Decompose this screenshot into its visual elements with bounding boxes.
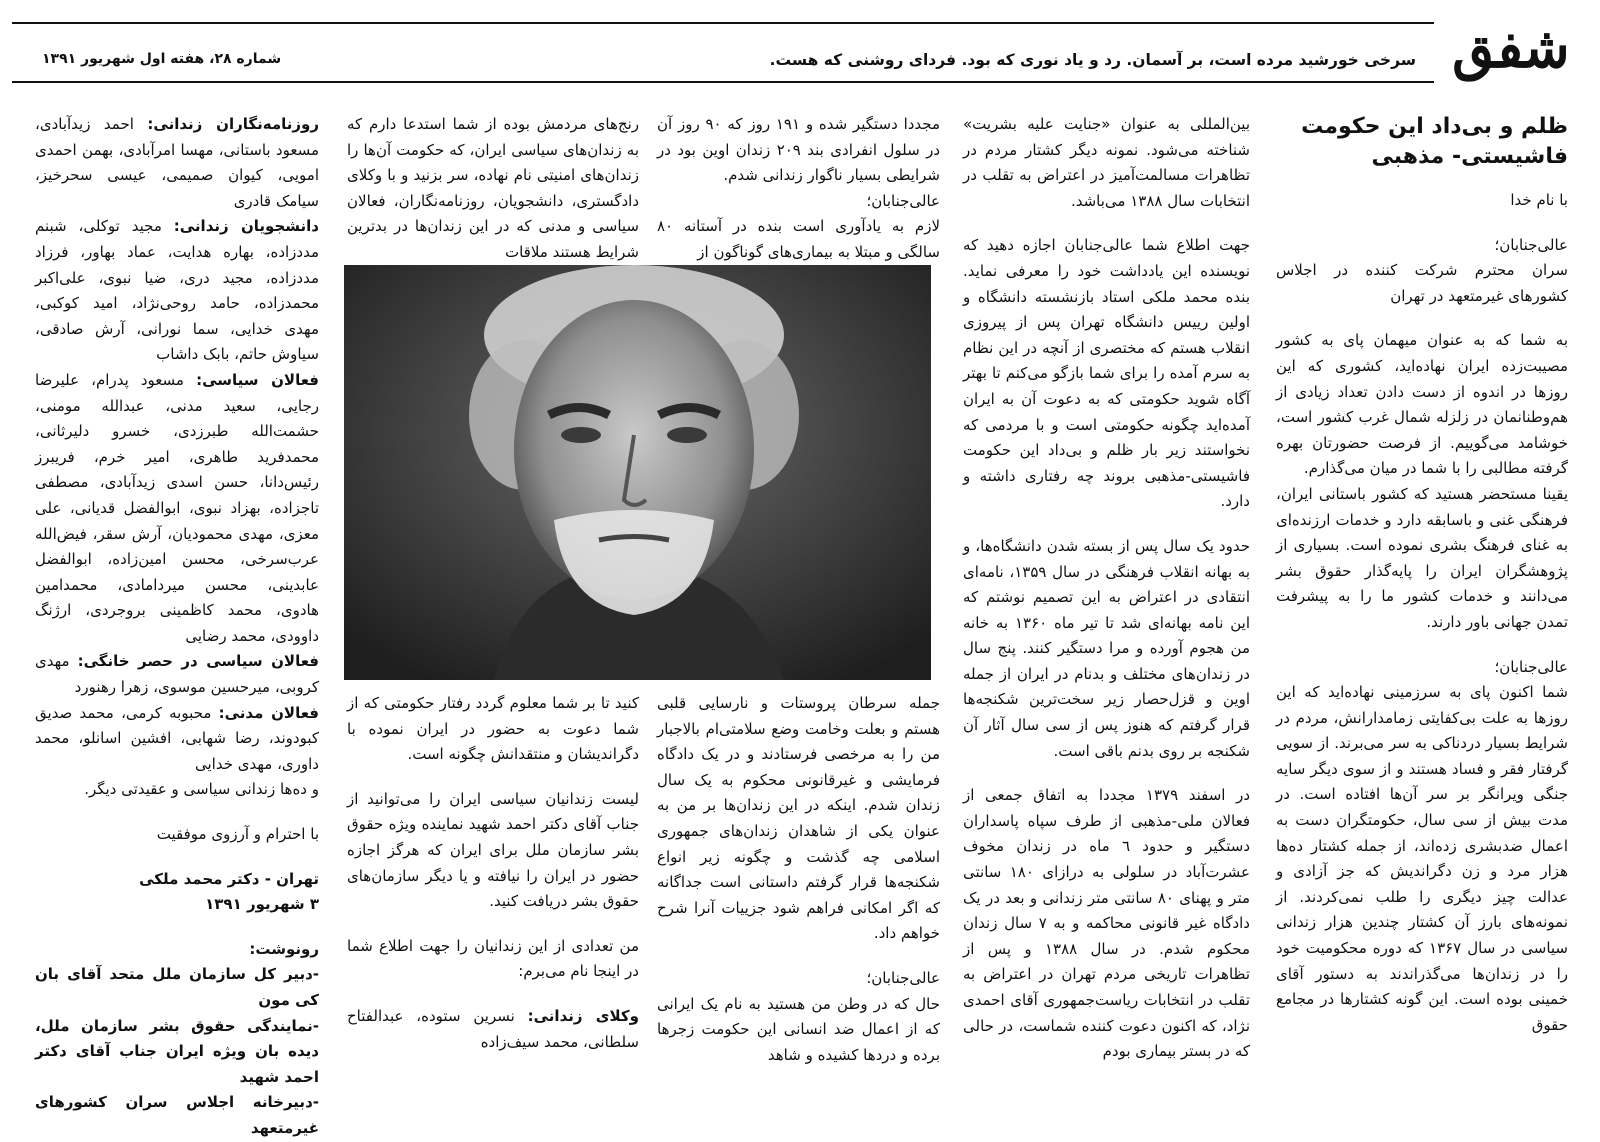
cc-item: -دبیرخانه اجلاس سران کشورهای غیرمتعهد <box>35 1093 319 1137</box>
group-label: فعالان سیاسی در حصر خانگی: <box>77 652 319 671</box>
salutation-dignitaries: عالی‌جنابان؛ <box>866 968 940 987</box>
masthead-top-rule <box>12 22 1588 24</box>
prisoner-group-house-arrest <box>35 649 319 700</box>
group-label: فعالان مدنی: <box>218 703 319 722</box>
cc-item: -دبیر کل سازمان ملل متحد آقای بان کی مون <box>35 965 319 1009</box>
group-label: روزنامه‌نگاران زندانی: <box>147 115 319 133</box>
paragraph: حال که در وطن من هستید به نام یک ایرانی که از اعمال ضد انسانی این حکومت زجرها برده و دردها کشیده و شاهد <box>657 994 940 1064</box>
signature-name: تهران - دکتر محمد ملکی <box>139 869 319 888</box>
paragraph: شما اکنون پای به سرزمینی نهاده‌اید که این روزها به علت بی‌کفایتی زمامدارانش، مردم در شرایط بسیار دردناکی به سر می‌برند. از سویی گرفتار فقر و فساد هستند و از سوی دیگر سایه جنگی ویرانگر بر سر آن‌ها افتاده است. در مدت بیش از سی سال، حکومتگران دست به اعمال ضدبشری زده‌اند، از جمله کشتار ده‌ها هزار مرد و زن دگراندیش که جز آزادی و عدالت چیز دیگری را طلب نمی‌کردند. از نمونه‌های بارز آن کشتار چندین هزار زندانی سیاسی در سال ۱۳۶۷ که دوره محکومیت خود را در زندان‌ها می‌گذراندند به دستور آقای خمینی بوده است. این گونه کشتارها در مجامع حقوق <box>1276 683 1568 1034</box>
article-column-5 <box>35 112 319 1142</box>
paragraph: لازم به یادآوری است بنده در آستانه ۸۰ سالگی و مبتلا به بیماری‌های گوناگون از <box>657 217 940 261</box>
paragraph: کنید تا بر شما معلوم گردد رفتار حکومتی که از شما دعوت به حضور در ایران نموده با دگراندیشان و منتقدانش چگونه است. <box>347 694 639 764</box>
paragraph: لیست زندانیان سیاسی ایران را می‌توانید از جناب آقای دکتر احمد شهید نماینده ویژه حقوق بشر سازمان ملل برای ایران که هرگز اجازه حضور در ایران را نیافته و یا دیگر سازمان‌های حقوق بشر دریافت کنید. <box>347 789 639 911</box>
paragraph: یقینا مستحضر هستید که کشور باستانی ایران، فرهنگی غنی و باسابقه دارد و خدمات ارزنده‌ای به غنای فرهنگ بشری نموده است. بسیاری از پژوهشگران ایران را پایه‌گذار حقوق بشر می‌دانند و خدمات کشور ما را به پیشرفت تمدن جهانی باور دارند. <box>1276 484 1568 631</box>
article-title-line-1: ظلم و بی‌داد این حکومت <box>1301 114 1568 139</box>
article-column-4-bottom <box>347 691 639 1055</box>
masthead-bottom-rule <box>12 81 1588 83</box>
article-title-line-2: فاشیستی- مذهبی <box>1371 144 1568 169</box>
group-names: مجید توکلی، شبنم مددزاده، بهاره هدایت، عماد بهاور، فرزاد مددزاده، مجید دری، ضیا نبوی، علی‌اکبر محمدزاده، حامد روحی‌نژاد، امید کوکبی، مهدی خدایی، سما نورانی، آرش صادقی، سیاوش حاتم، بابک داشاب <box>35 217 319 364</box>
masthead-tagline: سرخی خورشید مرده است، بر آسمان. رد و یاد نوری که بود. فردای روشنی که هست. <box>769 51 1416 69</box>
article-column-2 <box>963 112 1250 1065</box>
paragraph: بین‌المللی به عنوان «جنایت علیه بشریت» شناخته می‌شود. نمونه دیگر کشتار مردم در تظاهرات مسالمت‌آمیز در اعتراض به تقلب در انتخابات سال ۱۳۸۸ می‌باشد. <box>963 115 1250 210</box>
closing-line: با احترام و آرزوی موفقیت <box>156 825 319 844</box>
paragraph: به شما که به عنوان میهمان پای به کشور مصیبت‌زده ایران نهاده‌اید، کشوری که این روزها در اندوه از دست دادن تعداد زیادی از هم‌وطنانمان در زلزله شمال غرب کشور است، خوشامد می‌گوییم. از فرصت حضورتان بهره گرفته مطالبی را با شما در میان می‌گذارم. <box>1276 331 1568 478</box>
logo-text: شفق <box>1452 13 1570 81</box>
article-column-3-top <box>657 112 940 266</box>
newspaper-logo <box>1434 10 1588 84</box>
cc-item: -نمایندگی حقوق بشر سازمان ملل، دیده بان ویژه ایران جناب آقای دکتر احمد شهید <box>35 1016 319 1086</box>
article-title <box>1276 112 1568 172</box>
cc-label: رونوشت: <box>249 939 319 958</box>
article-column-1 <box>1276 112 1568 1038</box>
salutation-dignitaries: عالی‌جنابان؛ <box>866 191 940 210</box>
addressee: سران محترم شرکت کننده در اجلاس کشورهای غیرمتعهد در تهران <box>1276 261 1568 305</box>
group-names: نسرین ستوده، عبدالفتاح سلطانی، محمد سیف‌زاده <box>347 1006 639 1051</box>
article-column-3-bottom <box>657 691 940 1068</box>
paragraph: جمله سرطان پروستات و نارسایی قلبی هستم و بعلت وخامت وضع سلامتی‌ام بالاجبار من را به مرخصی فرستادند و در یک دادگاه فرمایشی و غیرقانونی محکوم به یک سال زندان شدم. اینکه در این زندان‌ها بر من به عنوان یکی از شاهدان زندان‌های جمهوری اسلامی چه گذشت و چگونه زیر انواع شکنجه‌ها قرار گرفتم داستانی است جداگانه که اگر امکانی فراهم شود جزییات آنرا شرح خواهم داد. <box>657 694 940 943</box>
paragraph: در اسفند ۱۳۷۹ مجددا به اتفاق جمعی از فعالان ملی-مذهبی از طرف سپاه پاسداران دستگیر و حدود ٦ ماه در زندان مخوف عشرت‌آباد در سلولی به درازای ۱۸۰ سانتی متر و پهنای ۸۰ سانتی متر زندانی و بعد در یک دادگاه غیر قانونی محاکمه و به ۷ سال زندان محکوم شدم. در سال ۱۳۸۸ و پس از تظاهرات تاریخی مردم تهران در اعتراض به تقلب در انتخابات ریاست‌جمهوری آقای احمدی نژاد، که اکنون دعوت کننده شماست، در حالی که در بستر بیماری بودم <box>963 786 1251 1061</box>
prisoner-group-political <box>35 368 319 650</box>
author-photo <box>344 265 931 680</box>
prisoner-group-civil <box>35 701 319 778</box>
signature-date: ۳ شهریور ۱۳۹۱ <box>205 895 319 914</box>
issue-info: شماره ۲۸، هفته اول شهریور ۱۳۹۱ <box>42 51 282 67</box>
paragraph: من تعدادی از این زندانیان را جهت اطلاع شما در اینجا نام می‌برم: <box>347 936 639 981</box>
prisoner-group-students <box>35 214 319 368</box>
group-label: وکلای زندانی: <box>527 1006 639 1025</box>
prisoner-group-lawyers <box>347 1004 639 1055</box>
paragraph: مجددا دستگیر شده و ۱۹۱ روز که ۹۰ روز آن در سلول انفرادی بند ۲۰۹ زندان اوین بود در شرایطی بسیار ناگوار زندانی شدم. <box>657 115 941 185</box>
group-names: احمد زیدآبادی، مسعود باستانی، مهسا امرآبادی، بهمن احمدی امویی، کیوان صمیمی، عیسی سحرخیز، سیامک قادری <box>35 115 319 210</box>
prisoner-group-journalists <box>35 112 319 214</box>
prisoner-list-tail: و ده‌ها زندانی سیاسی و عقیدتی دیگر. <box>84 780 319 799</box>
group-label: دانشجویان زندانی: <box>173 217 319 236</box>
salutation-dignitaries: عالی‌جنابان؛ <box>1494 235 1568 254</box>
group-label: فعالان سیاسی: <box>196 370 319 389</box>
author-portrait-image <box>344 265 931 680</box>
salutation-god: با نام خدا <box>1510 191 1568 209</box>
paragraph: جهت اطلاع شما عالی‌جنابان اجازه دهید که نویسنده این یادداشت خود را معرفی نماید. بنده محمد ملکی استاد بازنشسته دانشگاه و اولین رییس دانشگاه تهران پس از پیروزی انقلاب هستم که مختصری از آنچه در این نظام به سرم آمده را برای شما بازگو می‌کنم تا بهتر آگاه شوید حکومتی که به دعوت آن به ایران آمده‌اید چگونه حکومتی است و با مردمی که نخواستند زیر بار ظلم و بی‌داد این حکومت فاشیستی-مذهبی بروند چه رفتاری داشته و دارد. <box>963 236 1250 511</box>
salutation-dignitaries: عالی‌جنابان؛ <box>1494 657 1568 676</box>
group-names: مسعود پدرام، علیرضا رجایی، سعید مدنی، عبدالله مومنی، حشمت‌الله طبرزدی، خسرو دلیرثانی، محمدفرید طاهری، امیر خرم، فریبرز رئیس‌دانا، حسن اسدی زیدآبادی، مصطفی تاجزاده، بهزاد نبوی، ابوالفضل قدیانی، علی معزی، مهدی محمودیان، آرش سقر، فیض‌الله عرب‌سرخی، محسن امین‌زاده، ابوالفضل عابدینی، محسن میردامادی، محمدامین هادوی، محمد کاظمینی بروجردی، ارژنگ داوودی، محمد رضایی <box>35 370 319 645</box>
group-names: مهدی کروبی، میرحسین موسوی، زهرا رهنورد <box>35 652 319 697</box>
group-names: محبوبه کرمی، محمد صدیق کبودوند، رضا شهابی، افشین اسانلو، محمد داوری، مهدی خدایی <box>35 703 319 773</box>
paragraph: حدود یک سال پس از بسته شدن دانشگاه‌ها، و به بهانه انقلاب فرهنگی در سال ۱۳۵۹، نامه‌ای انتقادی در اعتراض به این تصمیم نوشتم که این نامه بهانه‌ای شد تا تیر ماه ۱۳۶۰ به خانه من هجوم آورده و مرا دستگیر کنند. پنج سال در زندان‌های مختلف و بدنام در ایران از جمله اوین و قزل‌حصار زیر سخت‌ترین شکنجه‌ها قرار گرفتم که هنوز پس از سی سال آثار آن شکنجه بر روی بدنم باقی است. <box>963 536 1251 760</box>
paragraph: رنج‌های مردمش بوده از شما استدعا دارم که به زندان‌های سیاسی ایران، که حکومت آن‌ها را زندان‌های امنیتی نام نهاده، سر بزنید و با وکلای دادگستری، دانشجویان، روزنامه‌نگاران، فعالان سیاسی و مدنی که در این زندان‌ها در بدترین شرایط هستند ملاقات <box>347 115 639 261</box>
article-column-4-top <box>347 112 639 266</box>
